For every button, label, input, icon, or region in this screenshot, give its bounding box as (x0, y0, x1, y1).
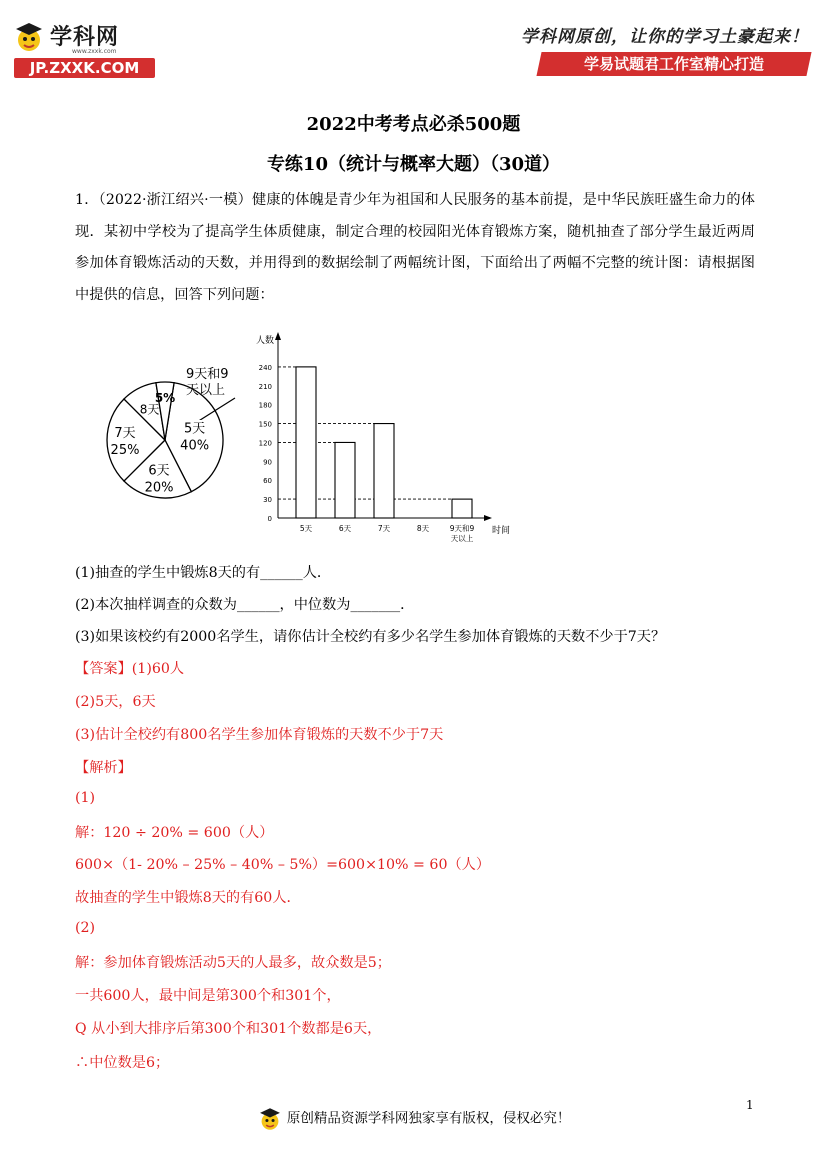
y-axis-label: 人数 (256, 336, 275, 346)
bar (296, 367, 316, 518)
page-subtitle: 专练10（统计与概率大题）（30道） (266, 154, 561, 175)
question-2: (2)本次抽样调查的众数为______，中位数为_______． (75, 597, 415, 613)
pie-callout (150, 360, 250, 420)
analysis-line-4: 解：参加体育锻炼活动5天的人最多，故众数是5； (75, 955, 391, 971)
y-tick-label: 120 (258, 439, 272, 448)
x-tick-label: 8天 (416, 524, 430, 533)
x-tick-label: 5天 (299, 524, 313, 533)
y-axis-arrow (275, 332, 281, 340)
mascot-icon (257, 1106, 283, 1132)
question-3: (3)如果该校约有2000名学生，请你估计全校约有多少名学生参加体育锻炼的天数不少于7天？ (75, 629, 666, 645)
x-tick-label: 6天 (338, 524, 352, 533)
page-number: 1 (746, 1098, 754, 1112)
y-tick-label: 0 (267, 515, 272, 523)
analysis-part-1: (1) (75, 790, 96, 806)
bar (374, 424, 394, 518)
y-tick-label: 180 (258, 401, 272, 410)
y-tick-label: 60 (263, 477, 272, 486)
pie-percent-5-days: 40% (180, 438, 210, 454)
pie-label-7-days: 7天 (114, 426, 136, 441)
answer-label: 【答案】 (75, 661, 132, 677)
question-stem: 1．（2022·浙江绍兴·一模）健康的体魄是青少年为祖国和人民服务的基本前提，是中华民族旺盛生命力的体现．某初中学校为了提高学生体质健康，制定合理的校园阳光体育锻炼方案，随机抽查了部分学生最近两周参加体育锻炼活动的天数，并用得到的数据绘制了两幅统计图，下面给出了两幅不完整的统计图：请根据图中提供的信息，回答下列问题： (75, 192, 755, 303)
x-tick-label: 天以上 (450, 534, 474, 543)
bar (452, 499, 472, 518)
logo-jp-banner: JP.ZXXK.COM (14, 58, 155, 78)
answer-line-1 (75, 658, 184, 678)
studio-text: 学易试题君工作室精心打造 (583, 55, 764, 73)
analysis-line-7: ∴中位数是6； (75, 1055, 170, 1071)
pie-percent-6-days: 20% (144, 480, 174, 496)
analysis-line-6: Q 从小到大排序后第300个和301个数都是6天， (75, 1021, 382, 1037)
logo-url: www.zxxk.com (72, 48, 117, 55)
y-tick-label: 210 (258, 382, 272, 391)
x-tick-label: 9天和9 (449, 524, 475, 533)
pie-label-6-days: 6天 (148, 463, 170, 479)
analysis-line-2: 600×（1- 20% – 25% – 40% – 5%）=600×10% = 60（人） (75, 857, 491, 873)
x-axis-arrow (484, 515, 492, 521)
question-1: (1)抽查的学生中锻炼8天的有______人． (75, 565, 332, 581)
y-tick-label: 240 (258, 363, 272, 372)
callout-line (197, 398, 235, 420)
page-title: 2022中考考点必杀500题 (306, 114, 521, 135)
analysis-line-5: 一共600人，最中间是第300个和301个， (75, 988, 341, 1004)
pie-label-9-plus-days: 5% (154, 391, 176, 405)
logo[interactable] (12, 18, 157, 80)
x-tick-label: 7天 (377, 524, 391, 533)
y-tick-label: 90 (263, 458, 272, 467)
answer-1: (1)60人 (131, 661, 185, 677)
y-tick-label: 150 (258, 420, 272, 429)
studio-banner (536, 52, 811, 76)
bar-chart (248, 328, 518, 553)
x-axis-label: 时间 (492, 526, 511, 536)
header-slogan: 学科网原创，让你的学习土豪起来！ (521, 27, 809, 47)
callout-label-line2: 天以上 (186, 383, 226, 398)
pie-label-8-days: 8天 (139, 402, 160, 417)
bar (335, 442, 355, 518)
answer-2: (2)5天，6天 (75, 694, 156, 710)
analysis-line-3: 故抽查的学生中锻炼8天的有60人． (75, 890, 301, 906)
footer (0, 1106, 827, 1132)
logo-text: 学科网 (50, 25, 120, 50)
y-tick-label: 30 (263, 496, 272, 505)
analysis-line-1: 解：120 ÷ 20% = 600（人） (75, 825, 274, 841)
analysis-label: 【解析】 (75, 760, 132, 776)
answer-3: (3)估计全校约有800名学生参加体育锻炼的天数不少于7天 (75, 727, 444, 743)
footer-text: 原创精品资源学科网独家享有版权，侵权必究！ (286, 1110, 571, 1127)
mascot-icon (12, 20, 46, 54)
callout-label-line1: 9天和9 (186, 367, 229, 382)
pie-percent-7-days: 25% (110, 443, 140, 458)
analysis-part-2: (2) (75, 920, 96, 936)
pie-label-5-days: 5天 (183, 421, 206, 437)
